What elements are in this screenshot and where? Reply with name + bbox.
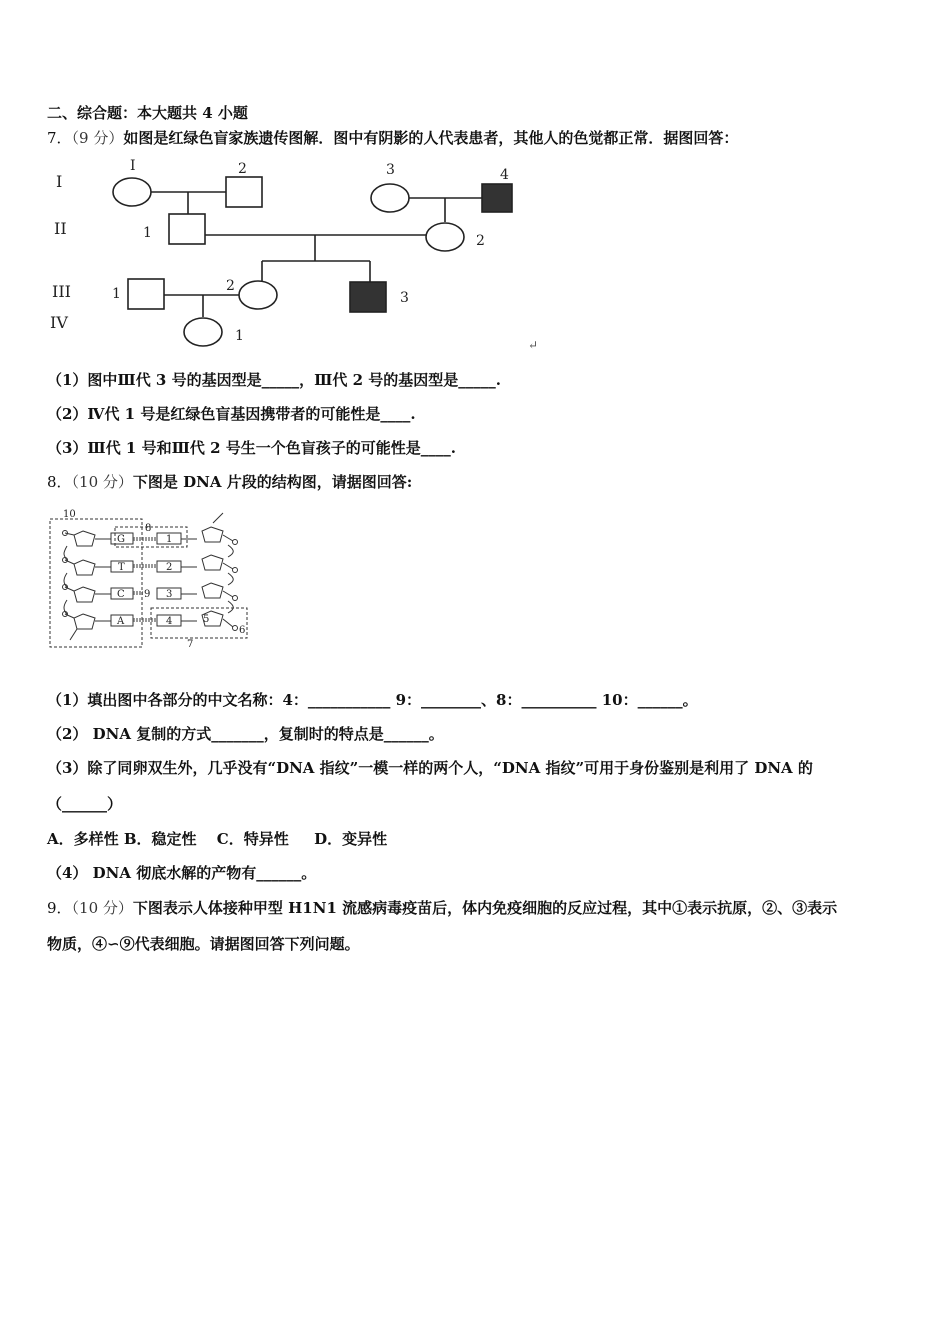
dna-label-10: 10 (63, 509, 76, 520)
pedigree-iii3-affected-male (350, 282, 386, 312)
question-7-sub-3: （3）Ⅲ代 1 号和Ⅲ代 2 号生一个色盲孩子的可能性是____. (47, 439, 456, 457)
question-8-sub-2: （2） DNA 复制的方式_______，复制时的特点是______。 (47, 725, 444, 743)
generation-label-ii: II (54, 219, 67, 238)
svg-text:2: 2 (476, 233, 485, 249)
question-8-sub-4: （4） DNA 彻底水解的产物有______。 (47, 864, 317, 882)
question-8-number: 8． (47, 473, 72, 491)
svg-text:2: 2 (226, 278, 235, 294)
pedigree-iii2-female (239, 281, 277, 309)
svg-text:1: 1 (112, 286, 121, 302)
question-9-score: （10 分） (71, 899, 133, 917)
question-8-stem (47, 472, 412, 492)
question-7-score: （9 分） (71, 129, 124, 147)
pedigree-chart (40, 155, 560, 355)
svg-text:G: G (117, 534, 125, 545)
question-9-text: 下图表示人体接种甲型 H1N1 流感病毒疫苗后，体内免疫细胞的反应过程，其中①表示抗原，②、③表示 (132, 899, 838, 917)
question-7-text: 如图是红绿色盲家族遗传图解．图中有阴影的人代表患者，其他人的色觉都正常．据图回答： (123, 129, 739, 147)
question-8-score: （10 分） (71, 473, 133, 491)
question-8-sub-3-line-1: （3）除了同卵双生外，几乎没有“DNA 指纹”一模一样的两个人，“DNA 指纹”可用于身份鉴别是利用了 DNA 的 (47, 759, 813, 777)
generation-label-iii: III (52, 282, 71, 301)
svg-text:2: 2 (166, 562, 173, 573)
section-title: 二、综合题：本大题共 4 小题 (47, 104, 248, 122)
generation-labels (50, 172, 71, 332)
question-7-sub-1: （1）图中Ⅲ代 3 号的基因型是_____，Ⅲ代 2 号的基因型是_____. (47, 371, 501, 389)
dna-label-5: 5 (203, 614, 210, 625)
pedigree-ii1-male (169, 214, 205, 244)
question-8-sub-1: （1）填出图中各部分的中文名称：4：___________ 9：________、8：__________ 10：______。 (47, 691, 698, 709)
svg-text:1: 1 (143, 225, 152, 241)
svg-text:C: C (117, 589, 125, 600)
svg-text:3: 3 (166, 589, 173, 600)
svg-text:3: 3 (386, 162, 395, 178)
pedigree-i1-female (113, 178, 151, 206)
svg-text:T: T (118, 562, 125, 573)
dna-label-8: 8 (145, 523, 152, 534)
question-7-sub-2: （2）Ⅳ代 1 号是红绿色盲基因携带者的可能性是____. (47, 405, 416, 423)
pedigree-i2-male (226, 177, 262, 207)
generation-label-i: I (56, 172, 63, 191)
pedigree-i4-affected-male (482, 184, 512, 212)
pedigree-iii1-male (128, 279, 164, 309)
svg-text:3: 3 (400, 290, 409, 306)
dna-label-7: 7 (187, 639, 194, 650)
question-8-text: 下图是 DNA 片段的结构图，请据图回答: (132, 473, 413, 491)
pedigree-iv1-female (184, 318, 222, 346)
svg-text:1: 1 (235, 328, 244, 344)
svg-text:A: A (117, 616, 125, 627)
question-7-number: 7． (47, 129, 72, 147)
pedigree-i3-female (371, 184, 409, 212)
dna-label-6: 6 (239, 625, 246, 636)
svg-text:1: 1 (166, 534, 173, 545)
return-mark: ↵ (528, 338, 539, 352)
dna-structure-diagram (45, 505, 255, 655)
dna-label-9: 9 (144, 589, 151, 600)
svg-text:I: I (130, 158, 136, 174)
question-9-stem-line-2: 物质，④∽⑨代表细胞。请据图回答下列问题。 (47, 935, 360, 953)
pedigree-ii2-female (426, 223, 464, 251)
question-8-sub-3-line-2: （______） (47, 795, 123, 813)
svg-text:4: 4 (166, 616, 173, 627)
question-9-stem-line-1 (47, 898, 837, 918)
svg-text:2: 2 (238, 161, 247, 177)
question-7-stem (47, 128, 738, 148)
generation-label-iv: IV (50, 313, 68, 332)
svg-text:4: 4 (500, 167, 509, 183)
question-9-number: 9． (47, 899, 72, 917)
question-8-options: A．多样性 B．稳定性 C．特异性 D．变异性 (47, 830, 388, 848)
dna-box-10 (50, 519, 142, 647)
